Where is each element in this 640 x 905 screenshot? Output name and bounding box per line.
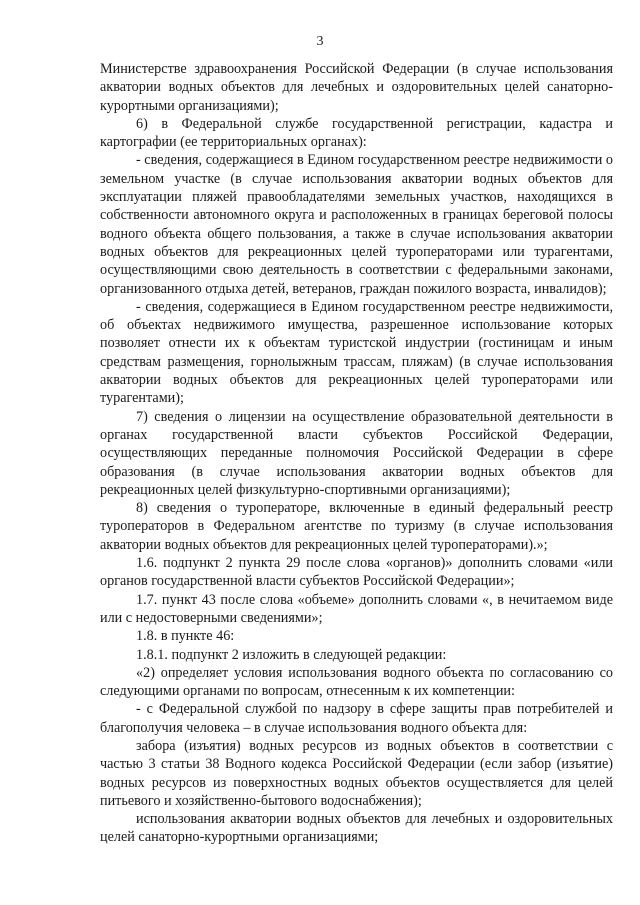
paragraph: «2) определяет условия использования водного объекта по согласованию со следующими органами по вопросам, отнесенным к их компетенции: [100,664,613,700]
paragraph: использования акватории водных объектов для лечебных и оздоровительных целей санаторно-курортными организациями; [100,811,613,846]
paragraph: 7) сведения о лицензии на осуществление образовательной деятельности в органах государственной власти субъектов Российской Федерации, осуществляющих переданные полномочия Российской Федерации в сфере образования (в случае использования акватории водных объектов для рекреационных целей физкультурно-спортивными организациями); [100,408,613,498]
paragraph: 8) сведения о туроператоре, включенные в единый федеральный реестр туроператоров в Федеральном агентстве по туризму (в случае использования акватории водных объектов для рекреационных целей туроператорами).»; [100,500,613,553]
paragraph: 6) в Федеральной службе государственной регистрации, кадастра и картографии (ее территориальных органах): [100,115,613,151]
paragraph: - сведения, содержащиеся в Едином государственном реестре недвижимости о земельном участке (в случае использования акватории водных объектов для эксплуатации пляжей правообладателями земельных участков, находящихся в собственности автономного округа и расположенных в границах береговой полосы водного объекта общего пользования, а также в случае использования акватории водных объектов для рекреационных целей туроператорами или турагентами, осуществляющими свою деятельность в соответствии с федеральными законами, организованного отдыха детей, ветеранов, граждан пожилого возраста, инвалидов); [100,152,613,297]
paragraph: 1.6. подпункт 2 пункта 29 после слова «органов)» дополнить словами «или органов государственной власти субъектов Российской Федерации»; [100,555,613,590]
paragraph: забора (изъятия) водных ресурсов из водных объектов в соответствии с частью 3 статьи 38 Водного кодекса Российской Федерации (если забор (изъятие) водных ресурсов из поверхностных водных объектов осуществляется для целей питьевого и хозяйственно-бытового водоснабжения); [100,737,613,809]
paragraph: 1.7. пункт 43 после слова «объеме» дополнить словами «, в нечитаемом виде или с недостоверными сведениями»; [100,591,613,626]
paragraph: - сведения, содержащиеся в Едином государственном реестре недвижимости, об объектах недвижимого имущества, разрешенное использование которых позволяет отнести их к объектам туристской индустрии (гостиницам и иным средствам размещения, горнолыжным трассам, пляжам) (в случае использования акватории водных объектов для рекреационных целей туроператорами или турагентами); [100,298,613,407]
page-number: 3 [316,34,324,49]
paragraph: - с Федеральной службой по надзору в сфере защиты прав потребителей и благополучия человека – в случае использования водного объекта для: [100,701,613,736]
document-body [100,60,613,847]
paragraph: Министерстве здравоохранения Российской Федерации (в случае использования акватории водных объектов для лечебных и оздоровительных целей санаторно-курортными организациями); [100,61,613,114]
paragraph: 1.8.1. подпункт 2 изложить в следующей редакции: [136,646,447,663]
paragraph: 1.8. в пункте 46: [136,628,235,645]
